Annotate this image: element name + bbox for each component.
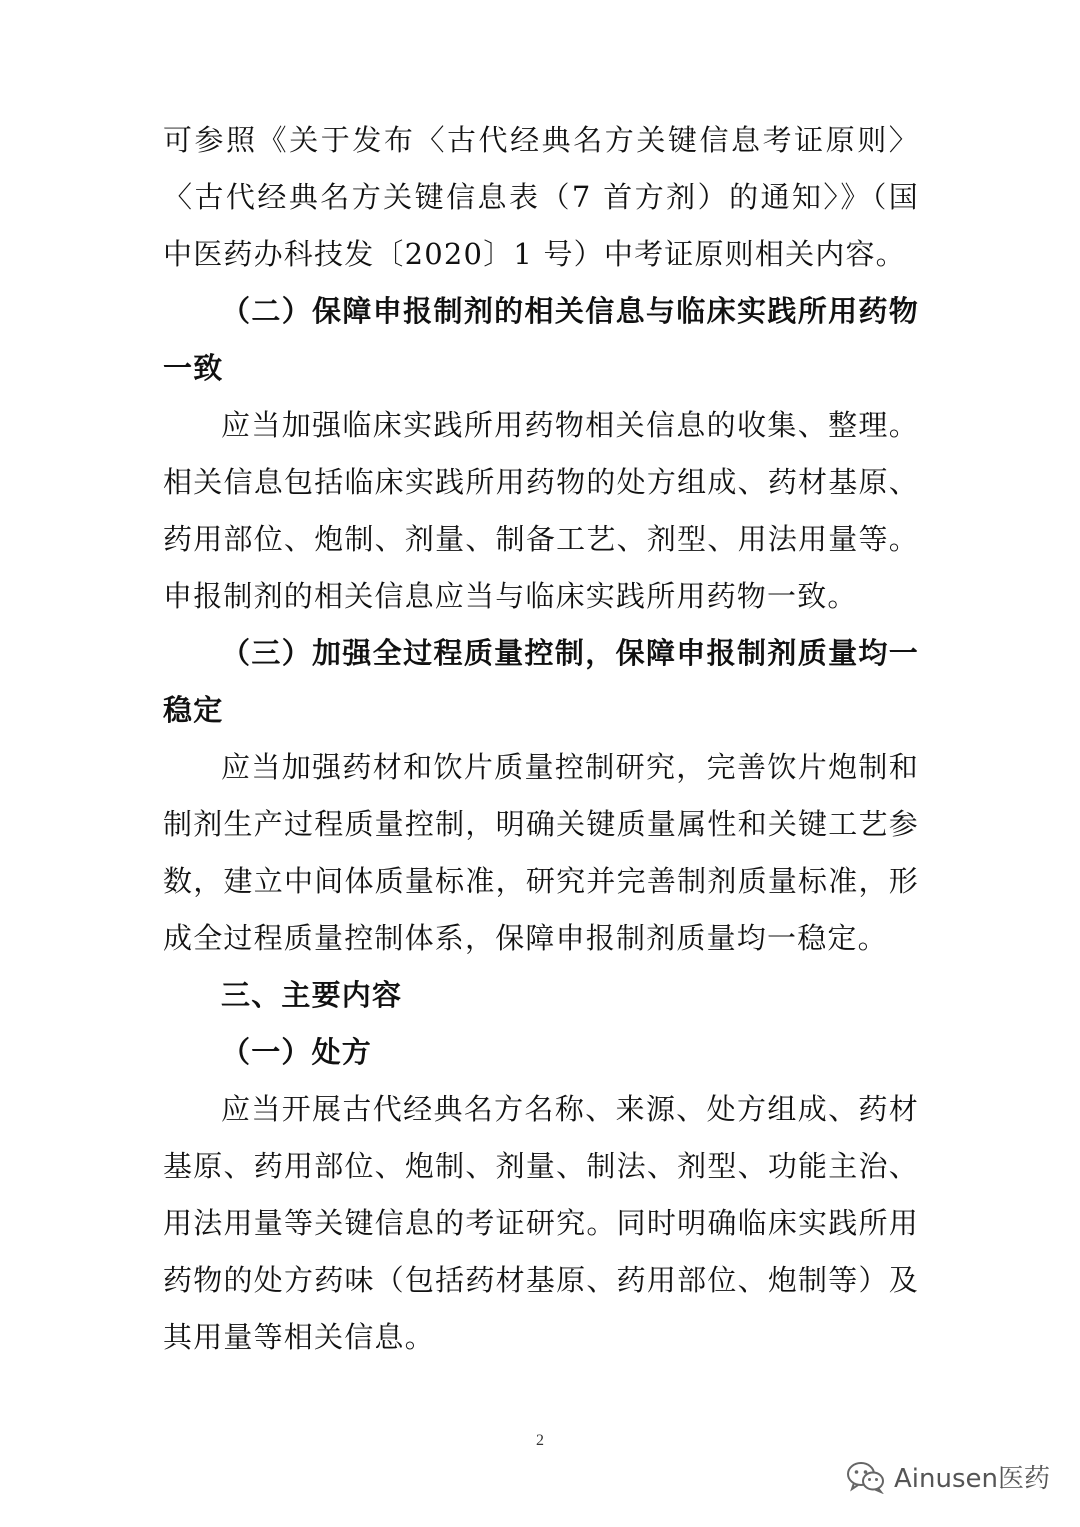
watermark: [846, 1458, 1050, 1495]
watermark-text: Ainusen医药: [894, 1464, 1050, 1494]
wechat-icon: [846, 1460, 886, 1494]
paragraph-reference: 可参照《关于发布〈古代经典名方关键信息考证原则〉〈古代经典名方关键信息表（7 首方剂）的通知〉》（国中医药办科技发〔2020〕1 号）中考证原则相关内容。: [163, 123, 919, 271]
page-number: 2: [536, 1432, 544, 1449]
subheading-two: （二）保障申报制剂的相关信息与临床实践所用药物一致: [163, 294, 919, 385]
subheading-three: （三）加强全过程质量控制，保障申报制剂质量均一稳定: [163, 636, 919, 727]
subheading-prescription: （一）处方: [221, 1035, 373, 1069]
paragraph-prescription: 应当开展古代经典名方名称、来源、处方组成、药材基原、药用部位、炮制、剂量、制法、剂型、功能主治、用法用量等关键信息的考证研究。同时明确临床实践所用药物的处方药味（包括药材基原、药用部位、炮制等）及其用量等相关信息。: [163, 1092, 919, 1354]
document-body: [163, 112, 919, 1366]
paragraph-consistency: 应当加强临床实践所用药物相关信息的收集、整理。相关信息包括临床实践所用药物的处方组成、药材基原、药用部位、炮制、剂量、制备工艺、剂型、用法用量等。申报制剂的相关信息应当与临床实践所用药物一致。: [163, 408, 919, 613]
section-heading-main-content: 三、主要内容: [221, 978, 403, 1012]
paragraph-quality-control: 应当加强药材和饮片质量控制研究，完善饮片炮制和制剂生产过程质量控制，明确关键质量属性和关键工艺参数，建立中间体质量标准，研究并完善制剂质量标准，形成全过程质量控制体系，保障申报制剂质量均一稳定。: [163, 750, 919, 955]
